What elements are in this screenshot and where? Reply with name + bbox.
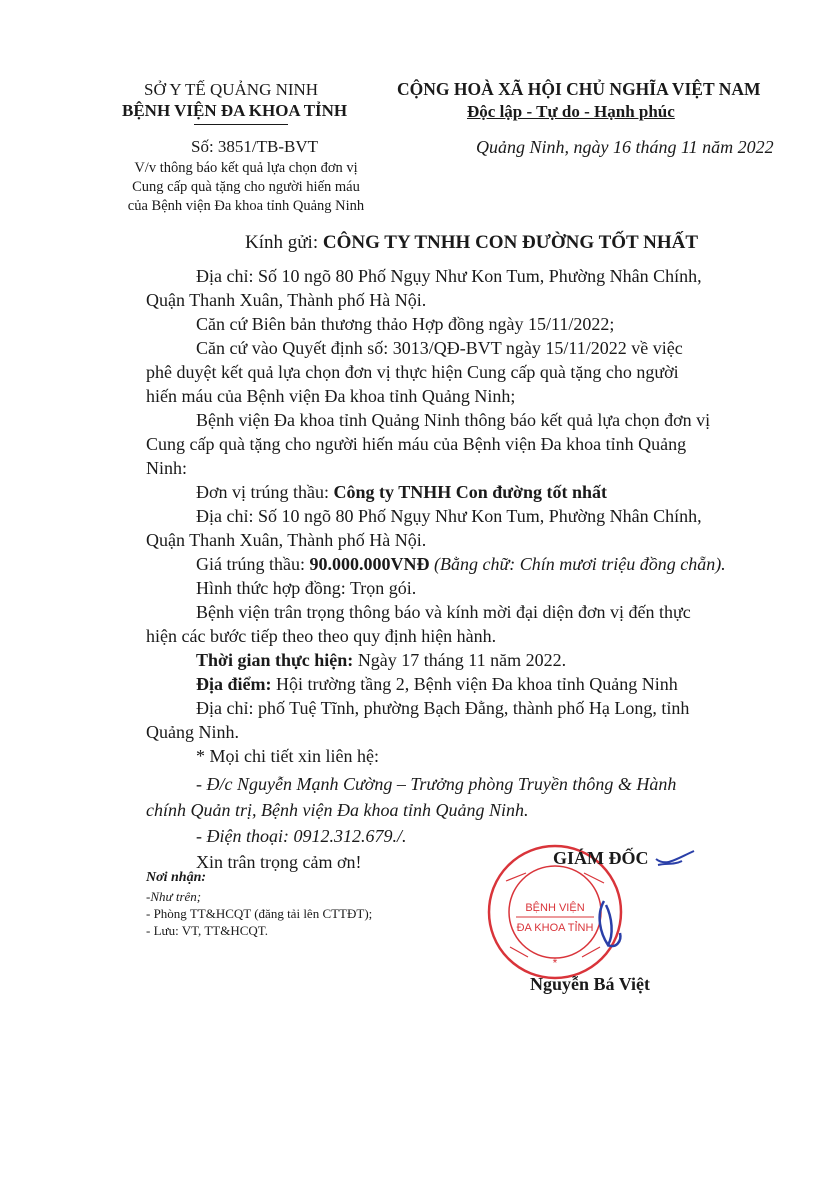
nation-title: CỘNG HOÀ XÃ HỘI CHỦ NGHĨA VIỆT NAM [397,79,761,99]
loc-addr-line2: Quảng Ninh. [146,722,239,742]
signer-name: Nguyễn Bá Việt [530,974,651,994]
price-label: Giá trúng thầu: [196,554,310,574]
contact-line2: chính Quản trị, Bệnh viện Đa khoa tỉnh Quảng Ninh. [146,800,529,820]
winner-addr-line2: Quận Thanh Xuân, Thành phố Hà Nội. [146,530,427,550]
subject-line: của Bệnh viện Đa khoa tỉnh Quảng Ninh [127,198,365,214]
recipient-line [245,232,698,254]
signature-stroke [656,851,694,865]
price-value: 90.000.000VNĐ [309,554,430,574]
notice-line3: Ninh: [146,458,188,478]
recipient-name: CÔNG TY TNHH CON ĐƯỜNG TỐT NHẤT [322,232,698,253]
subject-line: V/v thông báo kết quả lựa chọn đơn vị [134,160,358,176]
notice-line1: Bệnh viện Đa khoa tỉnh Quảng Ninh thông báo kết quả lựa chọn đơn vị [196,410,711,430]
location-label: Địa điểm: [196,674,272,694]
winner-label: Đơn vị trúng thầu: [196,482,334,502]
stamp-line2: ĐA KHOA TỈNH [516,922,594,934]
contact-line1: - Đ/c Nguyễn Mạnh Cường – Trưởng phòng Truyền thông & Hành [196,774,677,794]
price-words: (Bằng chữ: Chín mươi triệu đồng chẵn). [429,554,726,574]
basis2-line2: phê duyệt kết quả lựa chọn đơn vị thực hiện Cung cấp quà tặng cho người [146,362,679,382]
basis2-line1: Căn cứ vào Quyết định số: 3013/QĐ-BVT ngày 15/11/2022 về việc [196,338,683,358]
address-line1: Địa chỉ: Số 10 ngõ 80 Phố Ngụy Như Kon Tum, Phường Nhân Chính, [196,266,702,286]
stamp-line1: BỆNH VIỆN [525,902,585,914]
phone: - Điện thoại: 0912.312.679./. [196,826,407,846]
nation-motto: Độc lập - Tự do - Hạnh phúc [467,102,675,121]
org-parent: SỞ Y TẾ QUẢNG NINH [144,80,319,99]
doc-number: Số: 3851/TB-BVT [191,137,319,156]
recipient-prefix: Kính gửi: [245,232,323,253]
thanks: Xin trân trọng cảm ơn! [196,852,362,872]
basis2-line3: hiến máu của Bệnh viện Đa khoa tỉnh Quảng Ninh; [146,386,516,406]
basis1: Căn cứ Biên bản thương thảo Hợp đồng ngày 15/11/2022; [196,314,615,334]
invite-line1: Bệnh viện trân trọng thông báo và kính mời đại diện đơn vị đến thực [196,602,691,622]
price-line [196,553,726,575]
stamp-ring-text-mark [510,947,528,957]
notice-line2: Cung cấp quà tặng cho người hiến máu của Bệnh viện Đa khoa tỉnh Quảng [146,434,687,454]
org-underline [194,124,288,125]
winner-line [196,481,607,503]
loc-addr-line1: Địa chỉ: phố Tuệ Tĩnh, phường Bạch Đằng, thành phố Hạ Long, tỉnh [196,698,690,718]
signature-scribble [586,845,706,965]
recipients-title: Nơi nhận: [146,870,207,885]
address-line2: Quận Thanh Xuân, Thành phố Hà Nội. [146,290,427,310]
invite-line2: hiện các bước tiếp theo theo quy định hiện hành. [146,626,497,646]
org-name: BỆNH VIỆN ĐA KHOA TỈNH [122,101,348,120]
place-date: Quảng Ninh, ngày 16 tháng 11 năm 2022 [476,137,774,157]
recipient-item: - Lưu: VT, TT&HCQT. [146,923,268,938]
location-value: Hội trường tầng 2, Bệnh viện Đa khoa tỉnh Quảng Ninh [271,674,678,694]
recipient-item: - Phòng TT&HCQT (đăng tải lên CTTĐT); [146,906,373,921]
time-label: Thời gian thực hiện: [196,650,354,670]
time-line [196,649,566,671]
signer-position: GIÁM ĐỐC [553,848,649,868]
winner-addr-line1: Địa chỉ: Số 10 ngõ 80 Phố Ngụy Như Kon Tum, Phường Nhân Chính, [196,506,702,526]
signature-stroke [600,901,621,946]
winner-name: Công ty TNHH Con đường tốt nhất [333,482,608,502]
contract-form: Hình thức hợp đồng: Trọn gói. [196,578,417,598]
subject-line: Cung cấp quà tặng cho người hiến máu [132,179,360,195]
contact-intro: * Mọi chi tiết xin liên hệ: [196,746,379,766]
location-line [196,673,678,695]
stamp-star: * [552,956,558,970]
doc-subject [121,159,371,216]
recipient-item: -Như trên; [146,889,202,904]
time-value: Ngày 17 tháng 11 năm 2022. [353,650,567,670]
